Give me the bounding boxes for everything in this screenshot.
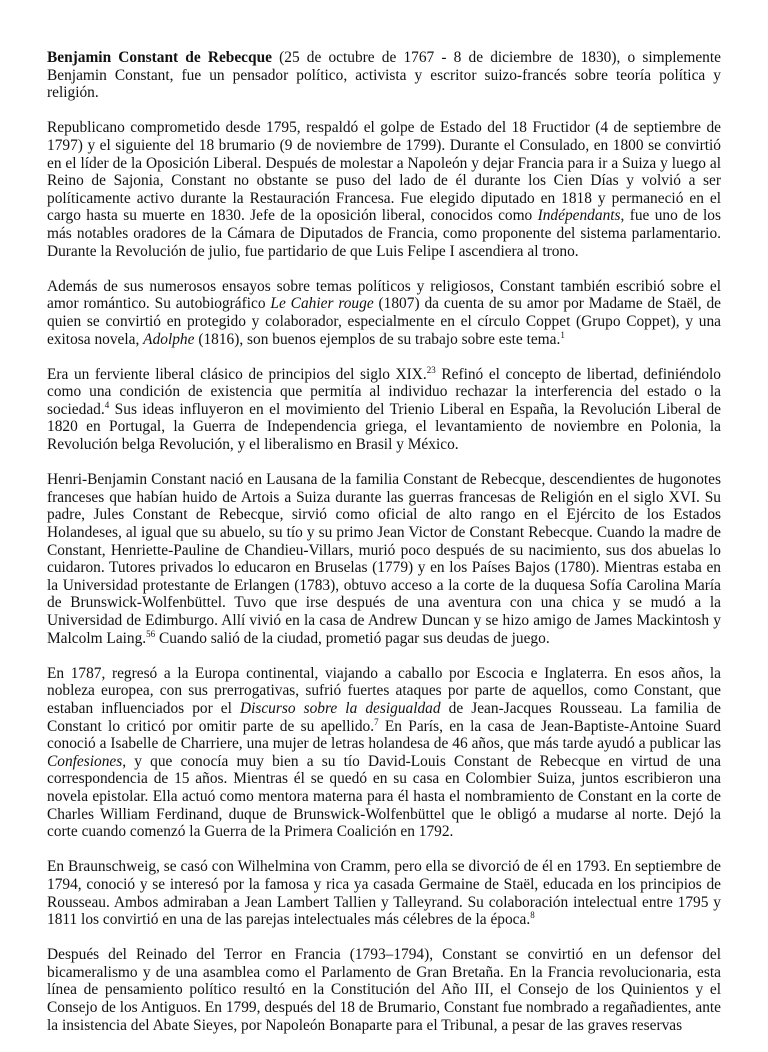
paragraph <box>47 49 721 102</box>
text-run: Republicano comprometido desde 1795, respaldó el golpe de Estado del 18 Fructidor (4 de septiembre de 1797) y el siguiente del 18 brumario (9 de noviembre de 1799). Durante el Consulado, en 1800 se convirtió en el líder de la Oposición Liberal. Después de molestar a Napoleón y dejar Francia para ir a Suiza y luego al Reino de Sajonia, Constant no obstante se puso del lado de él durante los Cien Días y volvió a ser políticamente activo durante la Restauración Francesa. Fue elegido diputado en 1818 y permaneció en el cargo hasta su muerte en 1830. Jefe de la oposición liberal, conocidos como <box>47 119 721 225</box>
footnote-ref: 1 <box>560 329 565 340</box>
bold-text: Benjamin Constant de Rebecque <box>47 49 272 66</box>
italic-text: Adolphe <box>143 330 195 348</box>
paragraph <box>47 946 721 1034</box>
italic-text: Le Cahier rouge <box>270 295 374 313</box>
paragraph <box>47 366 721 454</box>
paragraph <box>47 119 721 260</box>
text-run: Era un ferviente liberal clásico de principios del siglo XIX. <box>47 365 427 383</box>
paragraph <box>47 665 721 841</box>
text-run: , y que conocía muy bien a su tío David-Louis Constant de Rebecque en virtud de una correspondencia de 15 años. Mientras él se quedó en su casa en Colombier Suiza, juntos escribieron una novela epistolar. Ella actuó como mentora materna para él hasta el nombramiento de Constant en la corte de Charles William Ferdinand, duque de Brunswick-Wolfenbüttel que le obligó a mudarse al norte. Dejó la corte cuando comenzó la Guerra de la Primera Coalición en 1792. <box>47 752 721 841</box>
text-run: , fue uno de los más notables oradores de la Cámara de Diputados de Francia, como proponente del sistema parlamentario. Durante la Revolución de julio, fue partidario de que Luis Felipe I ascendiera al trono. <box>47 207 721 260</box>
footnote-ref: 56 <box>146 628 156 639</box>
text-run: (1807) da cuenta de su amor por Madame de Staël, de quien se convirtió en protegido y colaborador, especialmente en el círculo Coppet (Grupo Coppet), y una exitosa novela, <box>47 295 721 348</box>
paragraph <box>47 278 721 348</box>
italic-text: Discurso sobre la desigualdad <box>239 699 441 717</box>
text-run: de Jean-Jacques Rousseau. La familia de Constant lo criticó por omitir parte de su apellido. <box>47 699 722 735</box>
footnote-ref: 7 <box>374 716 379 727</box>
text-run: Después del Reinado del Terror en Francia (1793–1794), Constant se convirtió en un defensor del bicameralismo y de una asamblea como el Parlamento de Gran Bretaña. En la Francia revolucionaria, esta línea de pensamiento político resultó en la Constitución del Año III, el Consejo de los Quinientos y el Consejo de los Antiguos. En 1799, después del 18 de Brumario, Constant fue nombrado a regañadientes, ante la insistencia del Abate Sieyes, por Napoleón Bonaparte para el Tribunal, a pesar de las graves reservas <box>47 946 721 1034</box>
paragraph <box>47 471 721 647</box>
document-page <box>47 49 721 1052</box>
footnote-ref: 4 <box>104 399 110 410</box>
italic-text: Indépendants <box>537 207 621 225</box>
footnote-ref: 8 <box>530 910 535 921</box>
text-run: Henri-Benjamin Constant nació en Lausana de la familia Constant de Rebecque, descendientes de hugonotes franceses que habían huido de Artois a Suiza durante las guerras francesas de Religión en el siglo XVI. Su padre, Jules Constant de Rebecque, sirvió como oficial de alto rango en el Ejército de los Estados Holandeses, al igual que su abuelo, su tío y su primo Jean Victor de Constant Rebecque. Cuando la madre de Constant, Henriette-Pauline de Chandieu-Villars, murió poco después de su nacimiento, sus dos abuelas lo cuidaron. Tutores privados lo educaron en Bruselas (1779) y en los Países Bajos (1780). Mientras estaba en la Universidad protestante de Erlangen (1783), obtuvo acceso a la corte de la duquesa Sofía Carolina María de Brunswick-Wolfenbüttel. Tuvo que irse después de una aventura con una chica y se mudó a la Universidad de Edimburgo. Allí vivió en la casa de Andrew Duncan y se hizo amigo de James Mackintosh y Malcolm Laing. <box>47 471 721 647</box>
text-run: Cuando salió de la ciudad, prometió pagar sus deudas de juego. <box>155 629 550 647</box>
text-run: (25 de octubre de 1767 - 8 de diciembre de 1830), o simplemente Benjamin Constant, fue un pensador político, activista y escritor suizo-francés sobre teoría política y religión. <box>47 49 721 102</box>
paragraph <box>47 858 721 928</box>
text-run: (1816), son buenos ejemplos de su trabajo sobre este tema. <box>194 330 561 348</box>
text-run: En 1787, regresó a la Europa continental, viajando a caballo por Escocia e Inglaterra. En esos años, la nobleza europea, con sus prerrogativas, sufrió fuertes ataques por parte de aquellos, como Constant, que estaban influenciados por el <box>47 664 721 717</box>
italic-text: Confesiones <box>47 752 123 770</box>
text-run: Refinó el concepto de libertad, definiéndolo como una condición de existencia que permitía al individuo rechazar la interferencia del estado o la sociedad. <box>47 365 721 418</box>
footnote-ref: 23 <box>426 364 436 375</box>
text-run: En París, en la casa de Jean-Baptiste-Antoine Suard conoció a Isabelle de Charriere, una mujer de letras holandesa de 46 años, que más tarde ayudó a publicar las <box>47 717 721 753</box>
text-run: Además de sus numerosos ensayos sobre temas políticos y religiosos, Constant también escribió sobre el amor romántico. Su autobiográfico <box>47 277 721 313</box>
text-run: Sus ideas influyeron en el movimiento del Trienio Liberal en España, la Revolución Liberal de 1820 en Portugal, la Guerra de Independencia griega, el levantamiento de noviembre en Polonia, la Revolución belga Revolución, y el liberalismo en Brasil y México. <box>47 400 721 454</box>
text-run: En Braunschweig, se casó con Wilhelmina von Cramm, pero ella se divorció de él en 1793. En septiembre de 1794, conoció y se interesó por la famosa y rica ya casada Germaine de Staël, educada en los principios de Rousseau. Ambos admiraban a Jean Lambert Tallien y Talleyrand. Su colaboración intelectual entre 1795 y 1811 los convirtió en una de las parejas intelectuales más célebres de la época. <box>47 858 721 929</box>
